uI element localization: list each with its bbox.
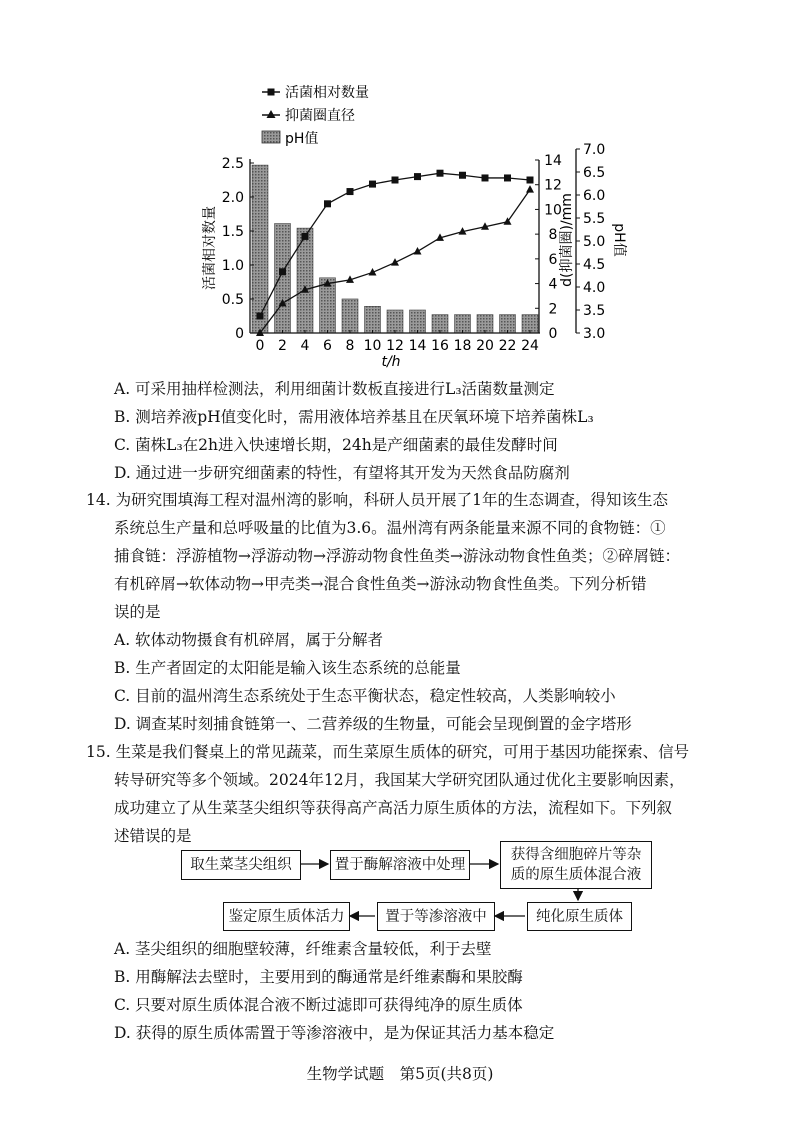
right2-tick-label: 7.0 [583,142,606,158]
left-tick-label: 2.5 [221,156,244,172]
q14-stem-5: 误的是 [114,603,161,621]
q15-stem-1: 15. 生菜是我们餐桌上的常见蔬菜，而生菜原生质体的研究，可用于基因功能探索、信号 [86,743,690,761]
x-tick-label: 2 [278,338,287,354]
flow-step-2: 置于酶解溶液中处理 [330,850,470,880]
x-tick-label: 4 [300,338,310,354]
flow-step-5: 置于等渗溶液中 [377,902,495,931]
q14-option-c: C. 目前的温州湾生态系统处于生态平衡状态，稳定性较高，人类影响较小 [114,687,616,705]
q14-option-a: A. 软体动物摄食有机碎屑，属于分解者 [114,631,384,649]
x-tick-label: 18 [453,338,472,354]
flow-step-4: 纯化原生质体 [527,902,632,931]
q15-stem-3: 成功建立了从生菜茎尖组织等获得高产高活力原生质体的方法，流程如下。下列叙 [114,799,673,817]
q13-option-d: D. 通过进一步研究细菌素的特性，有望将其开发为天然食品防腐剂 [114,464,570,482]
right1-tick-label: 4 [548,276,558,293]
right2-tick-label: 6.5 [583,165,606,181]
x-tick-label: 16 [431,338,449,354]
x-tick-label: 12 [386,338,404,354]
q13-option-b: B. 测培养液pH值变化时，需用液体培养基且在厌氧环境下培养菌株L₃ [114,408,594,426]
right-axis-1-label: d(抑菌圈)/mm [559,193,575,287]
legend-label-3: pH值 [285,131,319,147]
x-tick-label: 22 [498,338,517,354]
q14-stem-4: 有机碎屑→软体动物→甲壳类→混合食性鱼类→游泳动物食性鱼类。下列分析错 [114,575,647,593]
right1-tick-label: 10 [544,202,562,219]
right2-tick-label: 4.5 [583,257,606,273]
q14-option-b: B. 生产者固定的太阳能是输入该生态系统的总能量 [114,659,461,677]
q15-stem-4: 述错误的是 [114,827,192,845]
left-tick-label: 0.5 [221,292,244,308]
x-tick-label: 20 [476,338,494,354]
right2-tick-label: 6.0 [583,188,606,204]
right2-tick-label: 3.0 [583,326,606,342]
q14-stem-2: 系统总生产量和总呼吸量的比值为3.6。温州湾有两条能量来源不同的食物链：① [114,519,666,537]
legend-label-1: 活菌相对数量 [285,85,369,101]
x-tick-label: 14 [408,338,427,354]
right1-tick-label: 0 [548,326,558,342]
x-tick-label: 8 [345,338,355,354]
right-axis-2-label: pH值 [611,223,627,257]
flow-step-1: 取生菜茎尖组织 [181,850,301,880]
right1-tick-label: 14 [544,153,562,169]
right1-tick-label: 6 [548,251,558,268]
right1-tick-label: 8 [548,227,558,244]
q13-option-c: C. 菌株L₃在2h进入快速增长期，24h是产细菌素的最佳发酵时间 [114,436,558,454]
right1-tick-label: 12 [544,177,562,194]
left-tick-label: 2.0 [221,190,244,206]
flow-step-6: 鉴定原生质体活力 [223,902,350,931]
legend-label-2: 抑菌圈直径 [285,108,355,124]
right2-tick-label: 3.5 [583,303,606,319]
left-tick-label: 0 [235,326,244,342]
flow-step-3: 获得含细胞碎片等杂 质的原生质体混合液 [500,841,652,889]
x-tick-label: 0 [255,338,265,354]
right2-tick-label: 5.0 [583,234,606,250]
q15-option-d: D. 获得的原生质体需置于等渗溶液中，是为保证其活力基本稳定 [114,1024,555,1042]
q15-option-c: C. 只要对原生质体混合液不断过滤即可获得纯净的原生质体 [114,996,523,1014]
x-tick-label: 24 [521,338,539,354]
x-tick-label: 10 [363,338,382,354]
q15-option-a: A. 茎尖组织的细胞壁较薄，纤维素含量较低，利于去壁 [114,940,492,958]
q14-stem-3: 捕食链：浮游植物→浮游动物→浮游动物食性鱼类→游泳动物食性鱼类；②碎屑链： [114,547,680,565]
q15-stem-2: 转导研究等多个领域。2024年12月，我国某大学研究团队通过优化主要影响因素， [114,771,685,789]
left-axis-label: 活菌相对数量 [202,206,218,290]
q14-stem-1: 14. 为研究围填海工程对温州湾的影响，科研人员开展了1年的生态调查，得知该生态 [86,491,668,509]
q13-option-a: A. 可采用抽样检测法，利用细菌计数板直接进行L₃活菌数量测定 [114,380,555,398]
left-tick-label: 1.5 [221,224,244,240]
right2-tick-label: 4.0 [583,280,606,296]
right2-tick-label: 5.5 [583,211,606,227]
right1-tick-label: 2 [548,301,558,318]
page-footer: 生物学试题 第5页(共8页) [306,1065,494,1083]
q15-option-b: B. 用酶解法去壁时，主要用到的酶通常是纤维素酶和果胶酶 [114,968,523,986]
left-tick-label: 1.0 [221,258,244,274]
x-axis-label: t/h [381,354,401,370]
x-tick-label: 6 [323,338,332,354]
q14-option-d: D. 调查某时刻捕食链第一、二营养级的生物量，可能会呈现倒置的金字塔形 [114,715,632,733]
